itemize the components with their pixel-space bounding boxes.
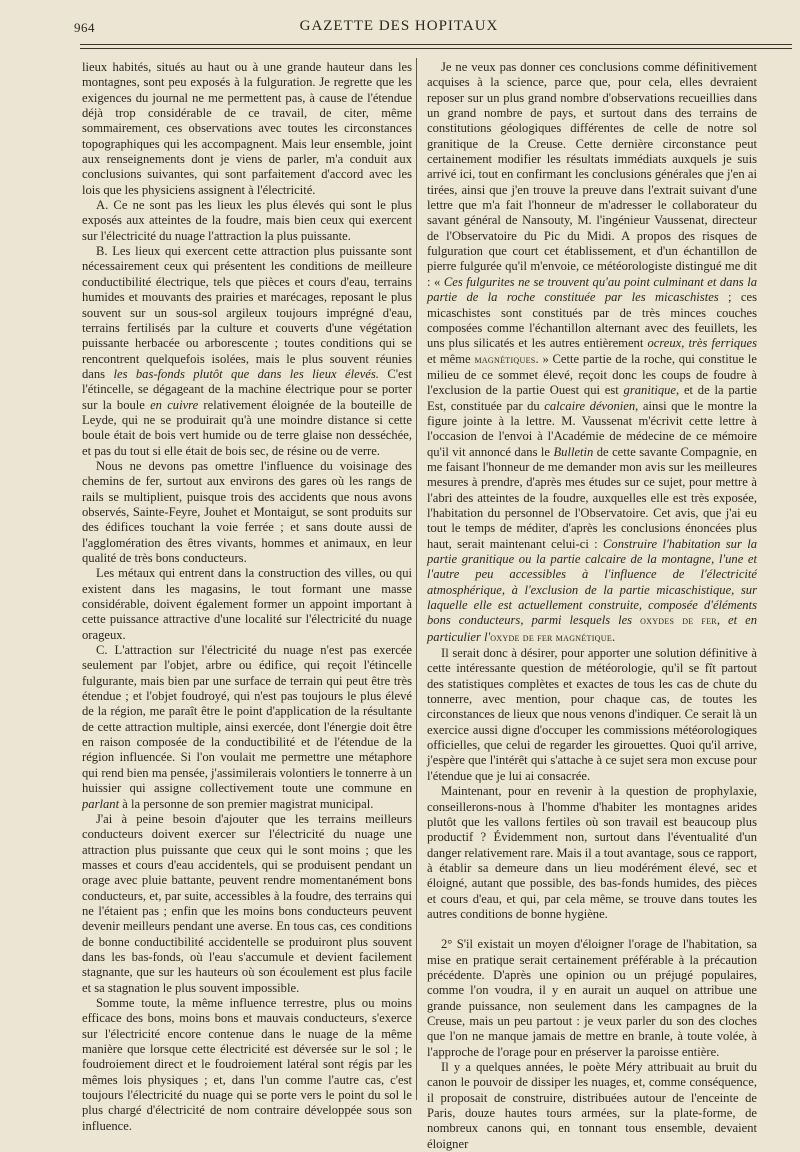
column-divider — [416, 58, 417, 1100]
header-rule — [80, 44, 792, 45]
paragraph: lieux habités, situés au haut ou à une grande hauteur dans les montagnes, sont peu exposés à la fulguration. Je regrette que les exigences du journal ne me permettent pas, à cause de l'étendue déjà trop considérable de ce travail, de citer, même sommairement, ces observations avec toutes les circonstances topographiques qui les accompagnent. Mais leur ensemble, joint aux renseignements dont je viens de parler, m'a conduit aux conclusions suivantes, qui sont parfaitement d'accord avec les lois que les physiciens assignent à l'électricité. — [82, 60, 412, 197]
paragraph: C. L'attraction sur l'électricité du nuage n'est pas exercée seulement par l'objet, arbre ou édifice, qui reçoit l'étincelle fulgurante, mais bien par une surface de terrain qui peut être très étendue ; et l'objet foudroyé, qui n'est pas toujours le plus élevé de la région, me paraît être le point d'application de la résultante de cette attraction multiple, ainsi exercée, dont l'énergie doit être en raison composée de la conductibilité et de l'étendue de la région influencée. Si l'on voulait me permettre une métaphore qui rend bien ma pensée, j'assimilerais volontiers le tonnerre à un huissier qui assigne collectivement toute une commune en parlant à la personne de son premier magistrat municipal. — [82, 643, 412, 811]
paragraph: Les métaux qui entrent dans la construction des villes, ou qui existent dans les magasins, le tout formant une masse considérable, doivent également former un appoint important à cette puissance attractive d'une localité sur l'électricité du nuage orageux. — [82, 566, 412, 642]
paragraph: 2° S'il existait un moyen d'éloigner l'orage de l'habitation, sa mise en pratique serait certainement préférable à la précaution précédente. D'après une opinion ou un préjugé populaires, comme l'on voudra, il y en aurait un auquel on attribue une grande puissance, non seulement dans les campagnes de la Creuse, mais un peu partout : je veux parler du son des cloches que l'on ne manque jamais de mettre en branle, à toute volée, à l'approche de l'orage pour en préserver la paroisse entière. — [427, 937, 757, 1059]
paragraph: Il serait donc à désirer, pour apporter une solution définitive à cette intéressante question de météorologie, qu'il se fît partout des statistiques complètes et exactes de tous les cas de chute du tonnerre, avec mention, pour chaque cas, de toutes les circonstances de lieux que nous venons d'indiquer. Ce serait là un exercice aussi digne d'occuper les commissions météorologiques officielles, que celui de regarder les girouettes. Quoi qu'il arrive, j'espère que l'intérêt qui s'attache à ce sujet sera mon excuse pour l'étendue que je lui ai consacrée. — [427, 646, 757, 783]
left-column — [82, 60, 412, 1134]
journal-title: GAZETTE DES HOPITAUX — [299, 18, 499, 34]
paragraph: Il y a quelques années, le poète Méry attribuait au bruit du canon le pouvoir de dissiper les nuages, et, comme conséquence, il proposait de construire, distribuées autour de l'enceinte de Paris, douze hautes tours armées, sur la plate-forme, de nombreux canons qui, en tonnant tous ensemble, devaient éloigner — [427, 1060, 757, 1151]
header-rule-thin — [80, 48, 792, 49]
paragraph: Je ne veux pas donner ces conclusions comme définitivement acquises à la science, parce que, pour cela, elles devraient reposer sur un plus grand nombre d'observations recueillies dans un grand nombre de pays, et surtout dans des terrains de constitutions géologiques différentes de celle de notre sol granitique de la Creuse. Cette dernière circonstance peut certainement modifier les résultats immédiats auxquels je suis arrivé ici, tout en confirmant les conclusions générales que j'en ai tirées, ainsi que j'en trouve la preuve dans l'extrait suivant d'une lettre que m'a fait l'honneur de m'adresser le collaborateur du savant général de Nansouty, M. l'ingénieur Vaussenat, directeur de l'Observatoire du Pic du Midi. A propos des risques de fulguration que court cet établissement, et d'un échantillon de pierre fulgurée qu'il m'envoie, ce météorologiste distingué me dit : « Ces fulgurites ne se trouvent qu'au point culminant et dans la partie de la roche constituée par les micaschistes ; ces micaschistes sont constitués par de très minces couches composées comme l'échantillon alternant avec des feuillets, les uns plus silicatés et les autres entièrement ocreux, très ferriques et même magnétiques. » Cette partie de la roche, qui constitue le milieu de ce sommet élevé, reçoit donc les coups de foudre à l'exclusion de la partie Ouest qui est granitique, et de la partie Est, constituée par du calcaire dévonien, ainsi que le montre la figure jointe à la lettre. M. Vaussenat m'écrivit cette lettre à l'occasion de l'envoi à l'Académie de médecine de ce mémoire qu'il vit annoncé dans le Bulletin de cette savante Compagnie, en me faisant l'honneur de me demander mon avis sur les meilleures mesures à prendre, d'après mes études sur ce sujet, pour mettre à l'abri des atteintes de la foudre, auxquelles elle est très exposée, l'habitation du personnel de l'Observatoire. Cet avis, que j'ai eu tout le temps de méditer, d'après les conclusions énoncées plus haut, serait maintenant celui-ci : Construire l'habitation sur la partie granitique ou la partie calcaire de la montagne, l'une et l'autre peu accessibles à l'influence de l'électricité atmosphérique, à l'exclusion de la partie micaschistique, sur laquelle elle est actuellement construite, composée d'éléments bons conducteurs, parmi lesquels les oxydes de fer, et en particulier l'oxyde de fer magnétique. — [427, 60, 758, 644]
paragraph: J'ai à peine besoin d'ajouter que les terrains meilleurs conducteurs doivent exercer sur l'électricité du nuage une attraction plus puissante que ceux qui le sont moins ; que les masses et cours d'eau accidentels, qui se produisent pendant un orage avec pluie battante, peuvent rendre momentanément bons conducteurs, et, par suite, accessibles à la foudre, des terrains qui ne l'étaient pas ; enfin que les moins bons conducteurs peuvent devenir meilleurs pendant une averse. En tous cas, ces conditions de bonne conductibilité accidentelle se produiront plus souvent dans les bas-fonds, où l'eau s'accumule et devient facilement stagnante, que sur les hauteurs où son écoulement est plus facile et sa stagnation le plus souvent impossible. — [82, 811, 412, 995]
paragraph: A. Ce ne sont pas les lieux les plus élevés qui sont le plus exposés aux atteintes de la foudre, mais bien ceux qui exercent sur l'électricité du nuage l'attraction la plus puissante. — [82, 198, 412, 243]
page-number: 964 — [74, 20, 95, 35]
right-column — [427, 60, 757, 1152]
paragraph: Somme toute, la même influence terrestre, plus ou moins efficace des bons, moins bons et mauvais conducteurs, s'exerce sur l'électricité encore contenue dans le nuage de la même manière que lorsque cette électricité est déversée sur le sol ; le foudroiement direct et le foudroiement latéral sont régis par les mêmes lois physiques ; et, dans l'un comme l'autre cas, c'est toujours l'électricité du nuage qui se porte vers le point du sol le plus chargé d'électricité de nom contraire développée sous son influence. — [82, 995, 412, 1133]
page-header — [74, 14, 724, 42]
paragraph: Nous ne devons pas omettre l'influence du voisinage des chemins de fer, surtout aux environs des gares où les rangs de rails se multiplient, puisque trois des accidents que nous avons observés, Sainte-Feyre, Jouhet et Montaigut, se sont produits sur des édifices touchant la voie ferrée ; et sans doute aussi de l'agglomération des êtres vivants, hommes et animaux, en leur qualité de très bons conducteurs. — [82, 458, 412, 565]
paragraph: Maintenant, pour en revenir à la question de prophylaxie, conseillerons-nous à l'homme d'habiter les montagnes arides plutôt que les vallons fertiles où son travail est beaucoup plus productif ? Évidemment non, surtout dans l'éventualité d'un danger relativement rare. Mais il a tout avantage, sous ce rapport, à établir sa demeure dans un lieu modérément élevé, sec et éloigné, autant que possible, des bas-fonds humides, des pièces et cours d'eau, et qui, par cela même, se trouve dans toutes les autres conditions de bonne hygiène. — [427, 784, 757, 921]
paragraph: B. Les lieux qui exercent cette attraction plus puissante sont nécessairement ceux qui présentent les conditions de meilleure conductibilité électrique, tels que pièces et cours d'eau, terrains humides et mouvants des prairies et marécages, reposant le plus souvent sur un sous-sol argileux toujours imprégné d'eau, terrains fertilisés par la culture et couverts d'une végétation puissante herbacée ou arborescente ; toutes conditions qui se rencontrent quelquefois isolées, mais le plus souvent réunies dans les bas-fonds plutôt que dans les lieux élevés. C'est l'étincelle, se dégageant de la machine électrique pour se porter sur la boule en cuivre relativement éloignée de la bouteille de Leyde, qui ne se produirait qu'à une moindre distance si cette boule était de bois vert humide ou de terre glaise non desséchée, et pas du tout si elle était de bois sec, de résine ou de verre. — [82, 244, 413, 458]
